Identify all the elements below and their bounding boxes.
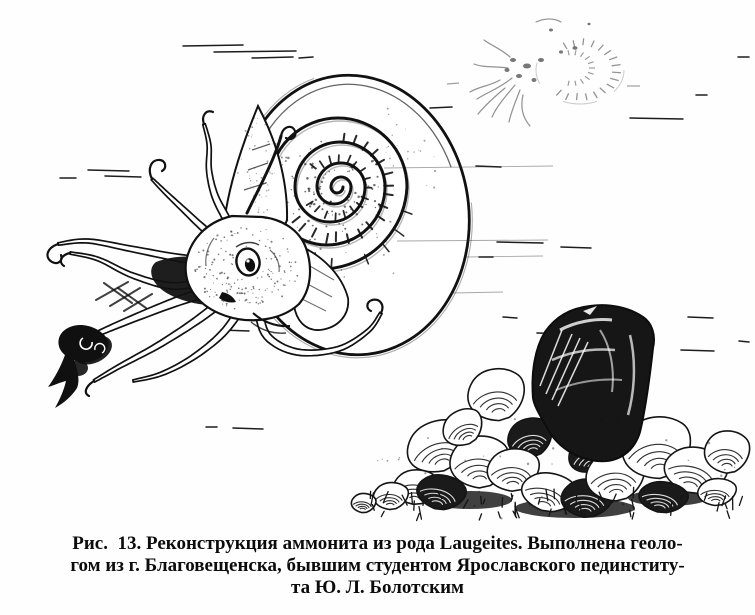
caption-line-3: та Ю. Л. Болотским — [291, 577, 464, 598]
caption-line-1: Рис. 13. Реконструкция аммонита из рода Laugeites. Выполнена геоло- — [72, 533, 683, 554]
figure-caption — [0, 533, 755, 599]
caption-line-2: гом из г. Благовещенска, бывшим студентом Ярославского пединститу- — [70, 555, 685, 576]
background-ammonite-sketch — [447, 19, 640, 126]
